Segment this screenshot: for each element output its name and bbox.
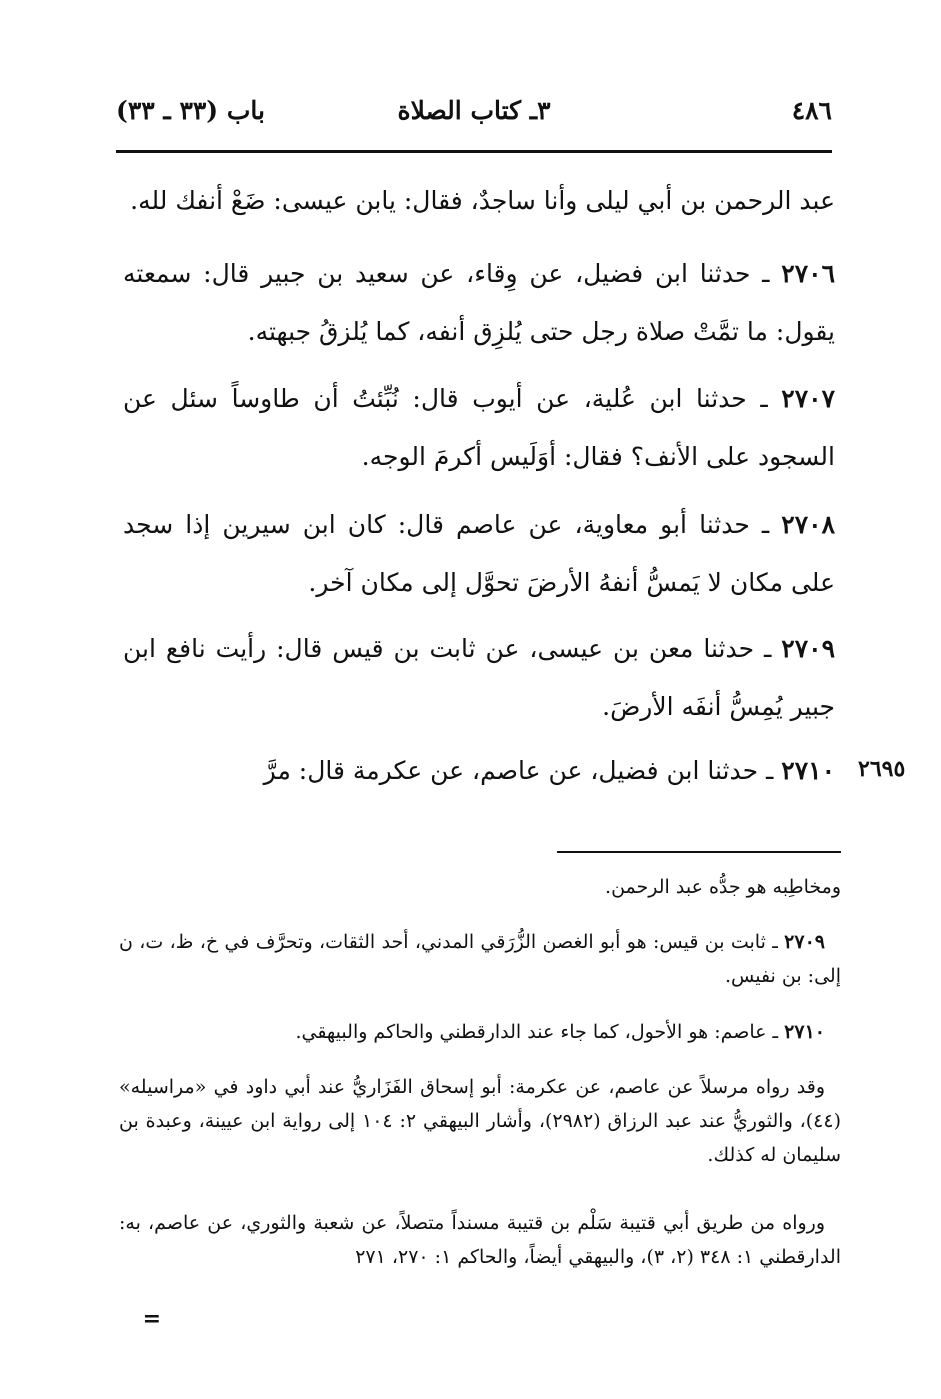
hadith-text: ـ حدثنا أبو معاوية، عن عاصم قال: كان ابن سيرين إذا سجد على مكان لا يَمسُّ أنفهُ الأرضَ تحوَّل إلى مكان آخر. xyxy=(123,510,835,597)
running-header xyxy=(116,96,832,142)
hadith-2709 xyxy=(123,620,835,736)
continuation-mark: = xyxy=(142,1306,161,1332)
margin-cross-reference: ٢٦٩٥ xyxy=(858,756,906,782)
page-number: ٤٨٦ xyxy=(791,96,832,125)
footnote-rule xyxy=(557,851,841,853)
hadith-number: ٢٧٠٨ xyxy=(781,510,835,539)
hadith-number: ٢٧٠٦ xyxy=(781,259,836,288)
paragraph-continuation: عبد الرحمن بن أبي ليلى وأنا ساجدٌ، فقال: يابن عيسى: ضَعْ أنفك لله. xyxy=(130,186,835,215)
hadith-text: ـ حدثنا ابن عُلية، عن أيوب قال: نُبِّئتُ أن طاوساً سئل عن السجود على الأنف؟ فقال: أوَلَيس أكرمَ الوجه. xyxy=(123,384,835,471)
hadith-2710 xyxy=(123,742,835,800)
header-rule xyxy=(116,150,832,153)
hadith-number: ٢٧١٠ xyxy=(781,756,835,785)
hadith-2707 xyxy=(123,370,835,486)
footnote-number: ٢٧١٠ xyxy=(784,1021,825,1043)
footnote-2709 xyxy=(119,925,841,993)
hadith-text: ـ حدثنا معن بن عيسى، عن ثابت بن قيس قال: رأيت نافع ابن جبير يُمِسُّ أنفَه الأرضَ. xyxy=(123,634,835,721)
hadith-2708 xyxy=(123,496,835,612)
hadith-text: ـ حدثنا ابن فضيل، عن عاصم، عن عكرمة قال: مرَّ xyxy=(263,756,774,785)
footnote-paragraph: وقد رواه مرسلاً عن عاصم، عن عكرمة: أبو إسحاق الفَزَاريُّ عند أبي داود في «مراسيله» (٤٤)، والثوريُّ عند عبد الرزاق (٢٩٨٢)، وأشار البيهقي ٢: ١٠٤ إلى رواية ابن عيينة، وعبدة بن سليمان له كذلك. xyxy=(119,1076,842,1166)
hadith-text: ـ حدثنا ابن فضيل، عن وِقاء، عن سعيد بن جبير قال: سمعته يقول: ما تمَّتْ صلاة رجل حتى يُلزِق أنفه، كما يُلزقُ جبهته. xyxy=(123,259,835,346)
chapter-reference: باب (٣٣ ـ ٣٣) xyxy=(116,96,265,125)
footnote-text: ـ ثابت بن قيس: هو أبو الغصن الزُّرَقي المدني، أحد الثقات، وتحرَّف في خ، ظ، ت، ن إلى: بن نفيس. xyxy=(119,931,841,987)
footnote-text: ـ عاصم: هو الأحول، كما جاء عند الدارقطني والحاكم والبيهقي. xyxy=(295,1021,779,1043)
footnote-2710 xyxy=(119,1015,841,1049)
hadith-number: ٢٧٠٧ xyxy=(781,384,835,413)
hadith-2706 xyxy=(123,245,835,361)
footnote-paragraph: ورواه من طريق أبي قتيبة سَلْم بن قتيبة مسنداً متصلاً، عن شعبة والثوري، عن عاصم، به: الدارقطني ١: ٣٤٨ (٢، ٣)، والبيهقي أيضاً، والحاكم ١: ٢٧٠، ٢٧١ xyxy=(119,1212,841,1268)
footnote-continuation: ومخاطِبه هو جدُّه عبد الرحمن. xyxy=(605,876,841,898)
hadith-number: ٢٧٠٩ xyxy=(781,634,835,663)
book-title: ٣ـ كتاب الصلاة xyxy=(397,96,551,125)
footnote-number: ٢٧٠٩ xyxy=(784,931,825,953)
